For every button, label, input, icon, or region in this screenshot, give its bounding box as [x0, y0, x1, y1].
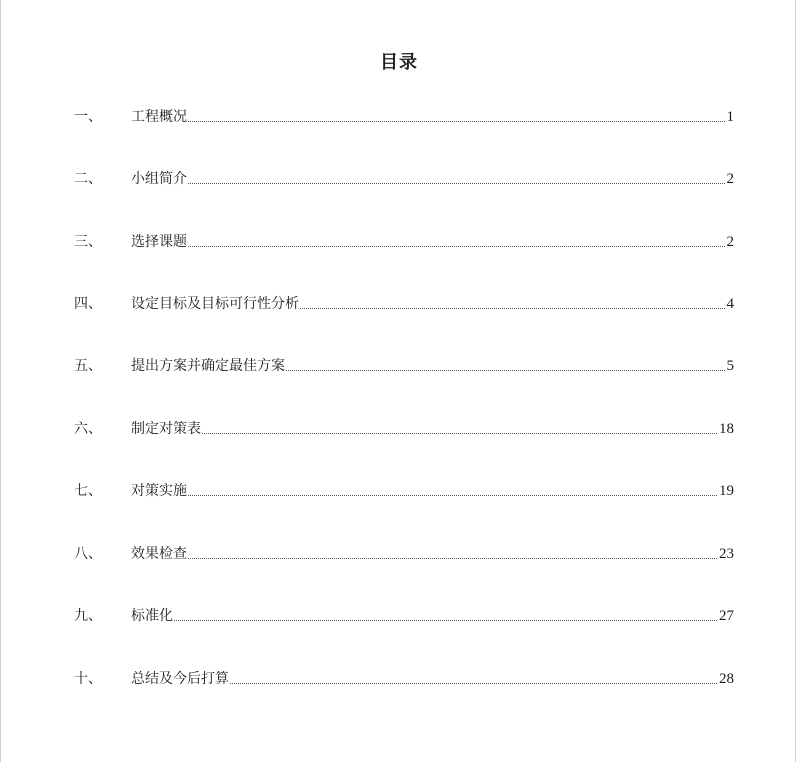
toc-entry-number: 六、 [74, 421, 102, 437]
toc-entry[interactable] [74, 540, 734, 564]
toc-entry[interactable] [74, 352, 734, 376]
toc-dot-leader [202, 432, 717, 434]
toc-entry[interactable] [74, 290, 734, 314]
toc-entry-page: 19 [719, 483, 734, 499]
toc-entry-number: 一、 [74, 109, 102, 125]
toc-entry-number: 四、 [74, 296, 102, 312]
toc-entry-title: 选择课题 [131, 234, 187, 250]
toc-dot-leader [300, 307, 725, 309]
toc-entry-number: 三、 [74, 234, 102, 250]
toc-entry[interactable] [74, 228, 734, 252]
toc-dot-leader [188, 557, 717, 559]
toc-entry[interactable] [74, 103, 734, 127]
toc-entry-page: 4 [726, 296, 734, 312]
toc-dot-leader [230, 682, 717, 684]
toc-entry-page: 18 [719, 421, 734, 437]
toc-dot-leader [188, 182, 725, 184]
toc-entry[interactable] [74, 602, 734, 626]
toc-entry-page: 27 [719, 608, 734, 624]
toc-entry-title: 总结及今后打算 [131, 671, 229, 687]
toc-entry-number: 八、 [74, 546, 102, 562]
toc-entry[interactable] [74, 477, 734, 501]
toc-title: 目录 [380, 52, 418, 73]
toc-entry-page: 5 [726, 358, 734, 374]
toc-entry-page: 2 [726, 171, 734, 187]
toc-dot-leader [174, 619, 717, 621]
toc-entry[interactable] [74, 415, 734, 439]
toc-dot-leader [188, 245, 725, 247]
toc-entry-title: 提出方案并确定最佳方案 [131, 358, 285, 374]
toc-entry-title: 对策实施 [131, 483, 187, 499]
toc-dot-leader [286, 369, 725, 371]
toc-dot-leader [188, 120, 725, 122]
toc-entry[interactable] [74, 165, 734, 189]
toc-entry-number: 九、 [74, 608, 102, 624]
toc-entry-page: 28 [719, 671, 734, 687]
toc-entry-number: 七、 [74, 483, 102, 499]
toc-entry-title: 设定目标及目标可行性分析 [131, 296, 299, 312]
toc-entry-page: 1 [726, 109, 734, 125]
toc-entry-number: 十、 [74, 671, 102, 687]
toc-entry-title: 标准化 [131, 608, 173, 624]
toc-entry-page: 2 [726, 234, 734, 250]
toc-entry-number: 二、 [74, 171, 102, 187]
toc-entry-title: 工程概况 [131, 109, 187, 125]
toc-entry-title: 制定对策表 [131, 421, 201, 437]
toc-entry-number: 五、 [74, 358, 102, 374]
toc-entry-page: 23 [719, 546, 734, 562]
toc-entry[interactable] [74, 665, 734, 689]
toc-entry-title: 小组简介 [131, 171, 187, 187]
toc-dot-leader [188, 494, 717, 496]
toc-entry-title: 效果检查 [131, 546, 187, 562]
